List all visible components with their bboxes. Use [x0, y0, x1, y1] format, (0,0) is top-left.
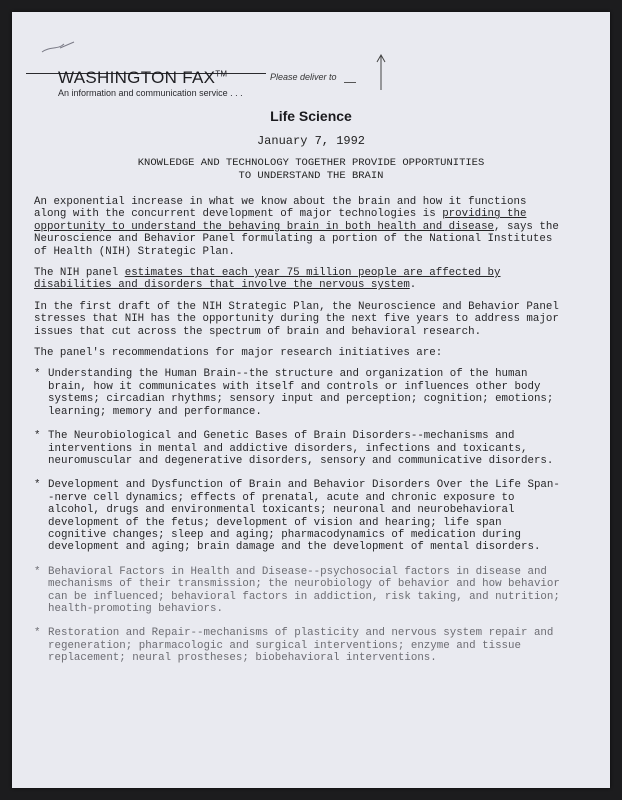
- paragraph-1: [34, 196, 564, 258]
- paragraph-1-underlined: providing the opportunity to understand the behaving brain in both health and disease: [34, 208, 527, 233]
- headline: [12, 157, 610, 183]
- masthead-text: WASHINGTON FAX: [58, 68, 216, 87]
- section-title: Life Science: [270, 108, 352, 124]
- article-body: [34, 196, 564, 677]
- paragraph-3: In the first draft of the NIH Strategic Plan, the Neuroscience and Behavior Panel stresses that NIH has the opportunity during the next five years to address major issues that cut across the spectrum of brain and behavioral research.: [34, 300, 559, 338]
- paragraph-2-text-end: .: [409, 279, 417, 292]
- masthead: [58, 68, 227, 88]
- date: January 7, 1992: [256, 134, 366, 148]
- initiative-item: * Restoration and Repair--mechanisms of plasticity and nervous system repair and regeneration; pharmacologic and surgical interventions; enzyme and tissue replacement; neural prostheses; biobehavioral interventions.: [34, 627, 564, 664]
- headline-line-1: KNOWLEDGE AND TECHNOLOGY TOGETHER PROVIDE OPPORTUNITIES: [137, 157, 485, 169]
- paragraph-1-text-end: , says the Neuroscience and Behavior Panel formulating a portion of the National Institutes of Health (NIH) Strategic Plan.: [34, 220, 559, 258]
- up-arrow-icon: [374, 52, 388, 92]
- paragraph-4: The panel's recommendations for major research initiatives are:: [34, 347, 443, 360]
- initiative-item: * Development and Dysfunction of Brain and Behavior Disorders Over the Life Span--nerve cell dynamics; effects of prenatal, acute and chronic exposure to alcohol, drugs and environmental toxicants; neuronal and neurobehavioral development of the fetus; development of vision and hearing; life span cognitive changes; sleep and aging; pharmacodynamics of medication during development and aging; brain damage and the development of mental disorders.: [34, 479, 564, 553]
- paragraph-2: [34, 267, 564, 292]
- tagline: An information and communication service . . .: [58, 88, 243, 98]
- initiatives-list: [34, 368, 564, 664]
- handwritten-mark-icon: [40, 38, 100, 58]
- deliver-label: Please deliver to: [270, 72, 337, 82]
- paragraph-1-text: An exponential increase in what we know about the brain and how it functions along with the concurrent development of major technologies is: [34, 196, 527, 221]
- initiative-item: * Understanding the Human Brain--the structure and organization of the human brain, how it communicates with itself and controls or influences other body systems; circadian rhythms; sensory input and perception; cognition; emotions; learning; memory and performance.: [34, 368, 564, 418]
- trademark: TM: [215, 69, 228, 79]
- paragraph-2-underlined: estimates that each year 75 million people are affected by disabilities and disorders that involve the nervous system: [34, 267, 501, 292]
- headline-line-2: TO UNDERSTAND THE BRAIN: [238, 170, 384, 182]
- initiative-item: * Behavioral Factors in Health and Disease--psychosocial factors in disease and mechanisms of their transmission; the neurobiology of behavior and how behavior can be influenced; behavioral factors in addiction, risk taking, and nutrition; health-promoting behaviors.: [34, 566, 564, 616]
- fax-page: [12, 12, 610, 788]
- initiative-item: * The Neurobiological and Genetic Bases of Brain Disorders--mechanisms and interventions in mental and addictive disorders, infections and toxicants, neuromuscular and degenerative disorders, sensory and communicative disorders.: [34, 430, 564, 467]
- deliver-line: [344, 82, 356, 83]
- paragraph-2-text: The NIH panel: [34, 267, 125, 280]
